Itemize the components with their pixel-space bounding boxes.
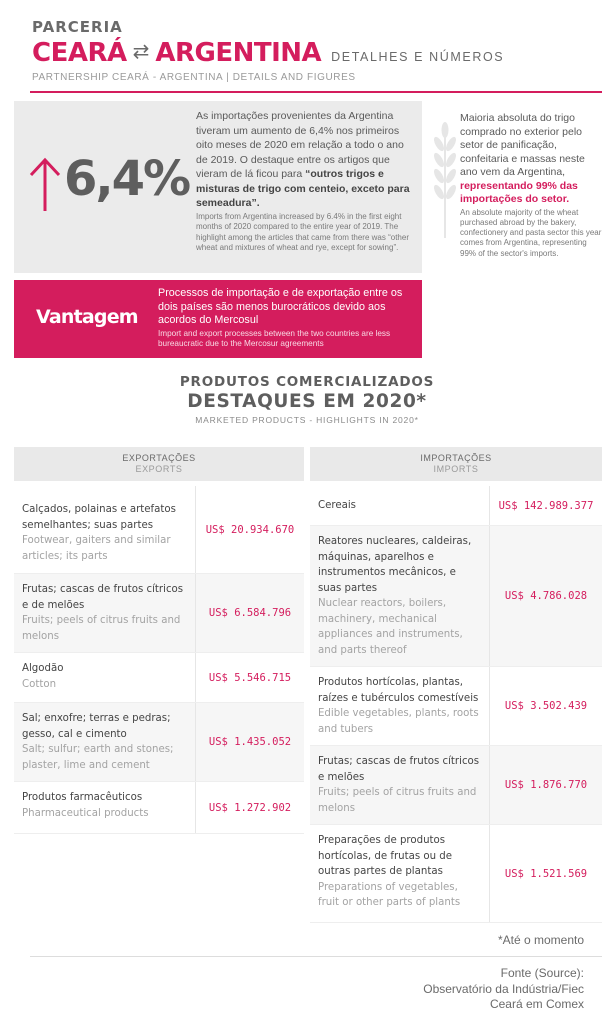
growth-description bbox=[196, 109, 416, 254]
wheat-text-pt-highlight: representando 99% das importações do setor. bbox=[460, 179, 578, 205]
product-name-cell bbox=[310, 825, 490, 922]
growth-percentage: 6,4% bbox=[64, 151, 190, 207]
product-name-en: Salt; sulfur; earth and stones; plaster, lime and cement bbox=[22, 744, 174, 771]
table-row bbox=[310, 667, 602, 746]
growth-text-pt-intro: As importações provenientes da Argentina tiveram um aumento de 6,4% nos primeiros oito meses de 2020 em relação a todo o ano de 2019. O destaque entre os artigos que vieram de lá ficou para bbox=[196, 110, 404, 180]
source-line-1: Observatório da Indústria/Fiec bbox=[423, 981, 584, 996]
advantage-banner bbox=[14, 280, 422, 358]
product-name-en: Nuclear reactors, boilers, machinery, mechanical appliances and instruments, and parts thereof bbox=[318, 598, 463, 656]
product-name-pt: Algodão bbox=[22, 663, 64, 674]
advantage-text-pt: Processos de importação e de exportação entre os dois países são menos burocráticos devido aos acordos do Mercosul bbox=[158, 287, 403, 326]
advantage-description bbox=[158, 287, 414, 349]
import-growth-box bbox=[14, 101, 422, 273]
product-name-en: Edible vegetables, plants, roots and tubers bbox=[318, 708, 479, 735]
table-row bbox=[310, 746, 602, 825]
title-ceara: CEARÁ bbox=[32, 38, 127, 68]
product-name-cell bbox=[310, 746, 490, 824]
product-value: US$ 20.934.670 bbox=[205, 523, 295, 536]
wheat-icon bbox=[432, 120, 458, 240]
product-value: US$ 1.521.569 bbox=[504, 867, 588, 880]
imports-header-pt: IMPORTAÇÕES bbox=[420, 453, 492, 463]
title-argentina: ARGENTINA bbox=[155, 38, 322, 68]
wheat-text-en: An absolute majority of the wheat purchased abroad by the bakery, confectionery and pasta sector this year comes from Argentina, representing 99% of the sector's imports. bbox=[460, 207, 602, 258]
table-row bbox=[310, 486, 602, 526]
product-name-pt: Cereais bbox=[318, 500, 356, 511]
product-value: US$ 5.546.715 bbox=[208, 671, 292, 684]
products-section-title bbox=[0, 374, 614, 425]
imports-header-en: IMPORTS bbox=[433, 464, 479, 474]
product-value: US$ 6.584.796 bbox=[208, 607, 292, 619]
table-row bbox=[14, 782, 304, 834]
title-tag: DETALHES E NÚMEROS bbox=[331, 50, 505, 64]
growth-text-pt-highlight: “outros trigos e misturas de trigo com centeio, exceto para semeadura”. bbox=[196, 168, 410, 209]
product-name-cell bbox=[14, 782, 196, 833]
exports-table-header bbox=[14, 447, 304, 481]
exports-table bbox=[14, 447, 304, 834]
table-row bbox=[310, 526, 602, 667]
header bbox=[32, 18, 602, 83]
product-name-cell bbox=[310, 486, 490, 525]
product-value: US$ 4.786.028 bbox=[504, 590, 588, 602]
table-row bbox=[310, 825, 602, 923]
wheat-text-pt-intro: Maioria absoluta do trigo comprado no exterior pelo setor de panificação, confeitaria e massas neste ano vem da Argentina, bbox=[460, 112, 585, 178]
advantage-text-en: Import and export processes between the two countries are less bureaucratic due to the Mercosur agreements bbox=[158, 328, 391, 348]
source-label: Fonte (Source): bbox=[500, 966, 584, 980]
imports-table bbox=[310, 447, 602, 923]
product-name-en: Footwear, gaiters and similar articles; its parts bbox=[22, 535, 171, 562]
product-name-en: Fruits; peels of citrus fruits and melons bbox=[318, 787, 477, 814]
footnote: *Até o momento bbox=[497, 933, 584, 947]
advantage-label: Vantagem bbox=[36, 306, 138, 328]
product-name-cell bbox=[14, 574, 196, 652]
product-name-pt: Sal; enxofre; terras e pedras; gesso, cal e cimento bbox=[22, 713, 171, 740]
exports-header-en: EXPORTS bbox=[135, 464, 183, 474]
growth-text-en: Imports from Argentina increased by 6.4% in the first eight months of 2020 compared to the entire year of 2019. The highlight among the articles that came from there was “other wheat and mixtures of wheat and rye, except for sowing”. bbox=[196, 211, 409, 252]
product-value: US$ 1.272.902 bbox=[208, 801, 292, 814]
product-value: US$ 142.989.377 bbox=[498, 499, 594, 512]
product-name-pt: Reatores nucleares, caldeiras, máquinas, aparelhos e instrumentos mecânicos, e suas partes bbox=[318, 536, 472, 594]
section-title-english: MARKETED PRODUCTS - HIGHLIGHTS IN 2020* bbox=[195, 415, 419, 425]
product-name-en: Fruits; peels of citrus fruits and melons bbox=[22, 615, 181, 642]
arrow-up-icon bbox=[28, 155, 62, 213]
product-name-cell bbox=[310, 667, 490, 745]
product-name-en: Pharmaceutical products bbox=[22, 807, 149, 819]
wheat-description bbox=[460, 112, 602, 259]
imports-table-header bbox=[310, 447, 602, 481]
title-row bbox=[32, 38, 602, 68]
product-name-cell bbox=[14, 653, 196, 702]
source-credit bbox=[423, 966, 584, 1013]
product-name-en: Cotton bbox=[22, 678, 57, 690]
table-row bbox=[14, 653, 304, 703]
product-value: US$ 1.876.770 bbox=[504, 779, 588, 791]
source-line-2: Ceará em Comex bbox=[489, 997, 584, 1011]
product-name-en: Preparations of vegetables, fruit or other parts of plants bbox=[318, 881, 461, 908]
product-name-pt: Preparações de produtos hortícolas, de frutas ou de outras partes de plantas bbox=[318, 835, 453, 877]
footer-divider bbox=[30, 956, 602, 957]
header-kicker: PARCERIA bbox=[32, 18, 123, 36]
wheat-text-pt bbox=[460, 112, 602, 207]
product-value: US$ 3.502.439 bbox=[504, 700, 588, 712]
section-title-line2: DESTAQUES EM 2020* bbox=[187, 391, 427, 412]
exports-header-pt: EXPORTAÇÕES bbox=[122, 453, 196, 463]
table-row bbox=[14, 703, 304, 782]
growth-text-pt bbox=[196, 109, 416, 211]
product-name-pt: Frutas; cascas de frutos cítricos e de melões bbox=[22, 584, 184, 611]
product-name-pt: Produtos hortícolas, plantas, raízes e tubérculos comestíveis bbox=[318, 677, 479, 704]
subtitle-english: PARTNERSHIP CEARÁ - ARGENTINA | DETAILS AND FIGURES bbox=[32, 72, 356, 83]
swap-arrows-icon: ⇄ bbox=[132, 41, 150, 63]
table-row bbox=[14, 574, 304, 653]
product-name-pt: Produtos farmacêuticos bbox=[22, 792, 143, 803]
section-title-line1: PRODUTOS COMERCIALIZADOS bbox=[179, 374, 435, 390]
product-name-pt: Calçados, polainas e artefatos semelhantes; suas partes bbox=[22, 504, 176, 531]
product-name-pt: Frutas; cascas de frutos cítricos e melões bbox=[318, 756, 480, 783]
product-value: US$ 1.435.052 bbox=[208, 736, 292, 748]
table-row bbox=[14, 486, 304, 574]
product-name-cell bbox=[14, 486, 196, 573]
header-divider bbox=[30, 91, 602, 93]
product-name-cell bbox=[14, 703, 196, 781]
product-name-cell bbox=[310, 526, 490, 666]
